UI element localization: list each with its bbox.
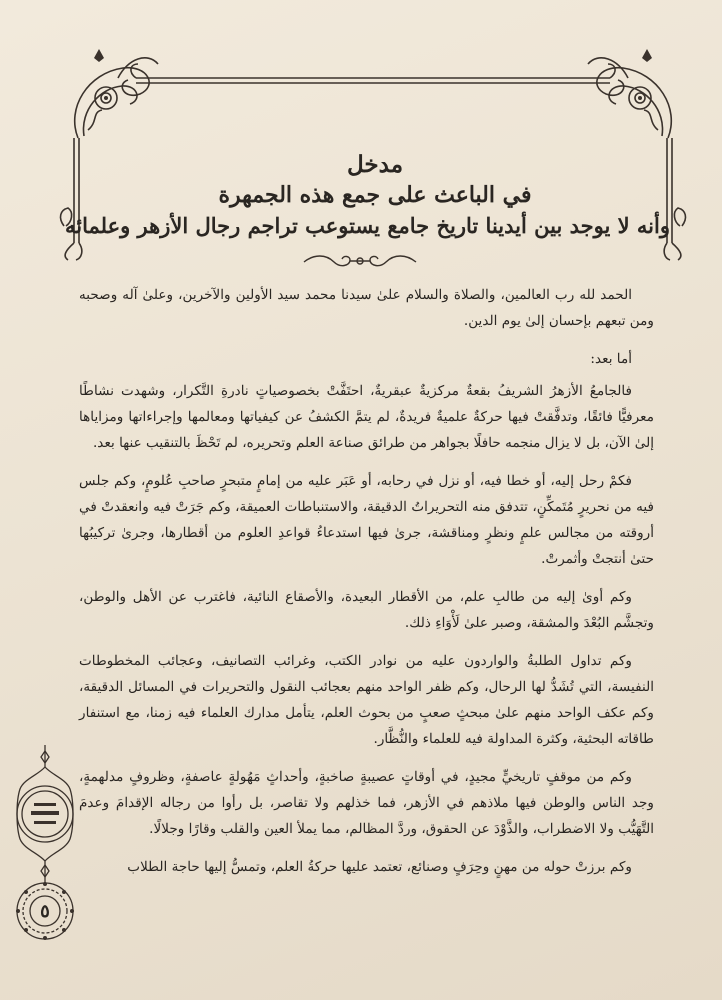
paragraph: أما بعد: — [590, 351, 632, 367]
page-number-badge — [14, 880, 76, 942]
paragraph: وكم تداول الطلبةُ والواردون عليه من نوادر الكتب، وغرائب التصانيف، وعجائب المخطوطات النفيسة، التي تُشَدُّ لها الرحال، وكم ظفر الواحد منهم بعجائب النقول والتحريرات في المسائل الدقيقة، وكم عكف الواحد منهم علىٰ مبحثٍ صعبٍ من بحوث العلم، يتأمل مدارك العلماء فيه زمنا، مع استنفار طاقاته البحثية، وكثرة المداولة فيه للعلماء والنُّظَّار. — [79, 653, 654, 747]
paragraph: وكم برزتْ حوله من مهنٍ وحِرَفٍ وصنائع، تعتمد عليها حركةُ العلم، وتمسُّ إليها حاجة الطلاب — [127, 859, 632, 875]
paragraph: وكم من موقفٍ تاريخيٍّ مجيدٍ، في أوقاتٍ عصيبةٍ صاخبةٍ، وأحداثٍ مَهُولةٍ عاصفةٍ، وظروفٍ مدلهمةٍ، وجد الناس والوطن فيها ملاذهم في الأزهر، فما خذلهم ولا تقاصر، بل رأوا من رجاله الإقدامَ وعدمَ التَّهَيُّب ولا الاضطراب، والذَّوْدَ عن الحقوق، وردَّ المظالم، مما يملأ العين والقلب وقارًا وجلالًا. — [79, 769, 654, 837]
body-text — [79, 282, 654, 892]
chapter-subtitle: في الباعث على جمع هذه الجمهرة — [218, 182, 532, 208]
page-number: ٥ — [40, 900, 50, 922]
paragraph: الحمد لله رب العالمين، والصلاة والسلام علىٰ سيدنا محمد سيد الأولين والآخرين، وعلىٰ آله وصحبه ومن تبعهم بإحسان إلىٰ يوم الدين. — [79, 287, 654, 329]
chapter-title: وأنه لا يوجد بين أيدينا تاريخ جامع يستوعب تراجم رجال الأزهر وعلمائه — [64, 213, 670, 238]
chapter-heading — [64, 150, 670, 242]
divider-swirl-icon — [300, 252, 420, 270]
book-medallion-icon — [14, 745, 76, 883]
paragraph: فكمْ رحل إليه، أو خطا فيه، أو نزل في رحابه، أو عَبَر عليه من إمامٍ متبحرٍ صاحبِ عُلومٍ، وكم جلس فيه من نحريرٍ مُتَمكِّنٍ، تتدفق منه التحريراتُ الدقيقة، والاستنباطات العميقة، وكم جَرَتْ فيه وانعقدتْ في أروقته من مجالس علمٍ ونظرٍ ومناقشة، جرىٰ فيها استدعاءُ قواعدِ العلوم من أقطارها، وجرىٰ تركيبُها حتىٰ أنتجتْ وأثمرتْ. — [79, 473, 654, 567]
paragraph: وكم أوىٰ إليه من طالبِ علم، من الأقطار البعيدة، والأصقاع النائية، فاغترب عن الأهل والوطن، وتجشَّم البُعْدَ والمشقة، وصبر علىٰ لَأْوَاءِ ذلك. — [79, 589, 654, 631]
paragraph: فالجامعُ الأزهرُ الشريفُ بقعةٌ مركزيةٌ عبقريةٌ، احتَفَّتْ بخصوصياتٍ نادرةِ التَّكرار، وشهدت نشاطًا معرفيًّا فائقًا، وتدفَّقتْ فيها حركةٌ علميةٌ فريدةٌ، لم يتمَّ الكشفُ عن كيفياتها ومعالمها وإجراءاتها ومزاياها إلىٰ الآن، بل لا يزال منجمه حافلًا بجواهر من طرائق صناعة العلم وتحريره، لم تَحْظَ بالتنقيب عنها بعد. — [79, 383, 654, 451]
chapter-intro-title: مدخل — [346, 151, 404, 178]
